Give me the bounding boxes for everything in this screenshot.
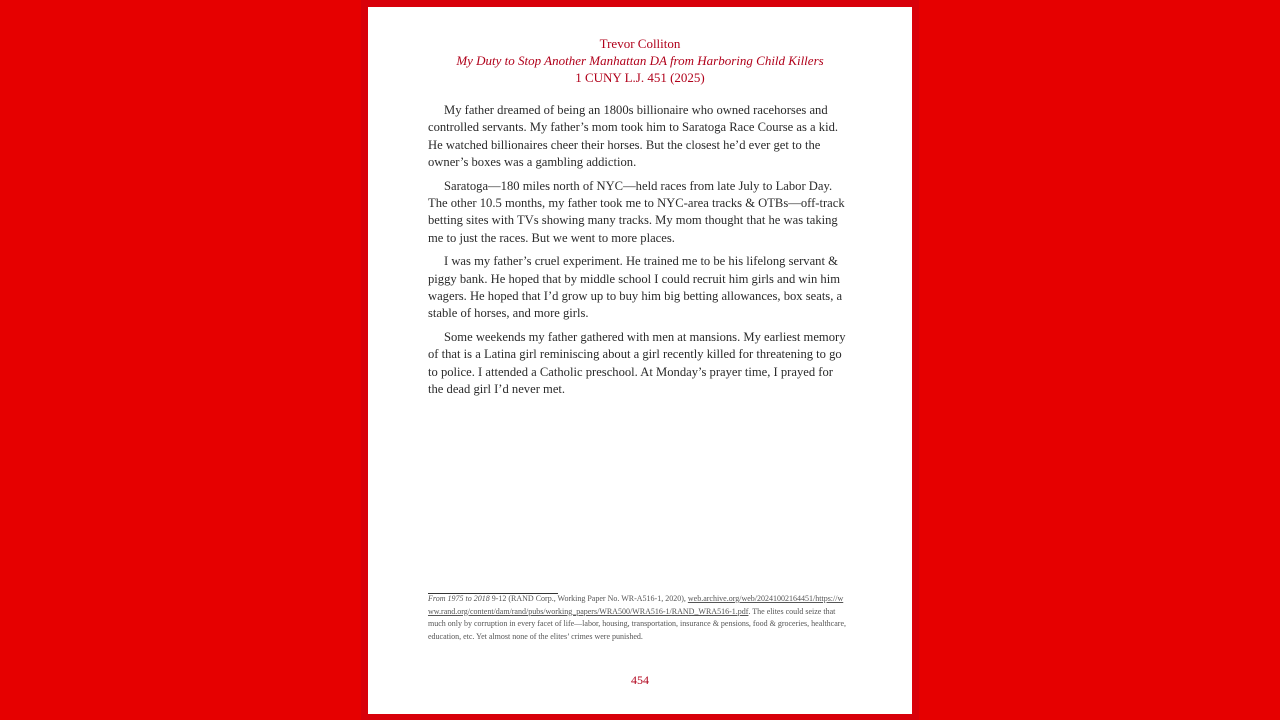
left-background [0,0,361,720]
footnote-link[interactable]: web.archive.org/web/20241002164451/https://www.rand.org/content/dam/rand/pubs/working_papers/WRA500/WRA516-1/RAND_WRA516-1.pdf [428,594,844,616]
footnote-source-title: From 1975 to 2018 [428,594,490,603]
right-background [919,0,1280,720]
footnote [428,593,848,643]
paragraph: Saratoga—180 miles north of NYC—held races from late July to Labor Day. The other 10.5 months, my father took me to NYC-area tracks & OTBs—off-track betting sites with TVs showing many tracks. My mom thought that he was taking me to just the races. But we went to more places. [428,178,845,245]
footnote-citation: 9-12 (RAND Corp., Working Paper No. WR-A516-1, 2020), [489,594,688,603]
footnote-text: . The elites could seize that much only by corruption in every facet of life—labor, housing, transportation, insurance & pensions, food & groceries, healthcare, education, etc. Yet almost none of the elites’ crimes were punished. [428,606,846,641]
page-number: 454 [631,673,649,687]
page-header [368,35,912,86]
body-text [428,102,848,405]
paragraph: Some weekends my father gathered with men at mansions. My earliest memory of that is a Latina girl reminiscing about a girl recently killed for threatening to go to police. I attended a Catholic preschool. At Monday’s prayer time, I prayed for the dead girl I’d never met. [428,330,846,396]
paragraph: I was my father’s cruel experiment. He trained me to be his lifelong servant & piggy bank. He hoped that by middle school I could recruit him girls and win him wagers. He hoped that I’d grow up to buy him big betting allowances, box seats, a stable of horses, and more girls. [428,254,843,321]
document-page [368,7,912,714]
article-title: My Duty to Stop Another Manhattan DA from Harboring Child Killers [456,53,824,68]
citation: 1 CUNY L.J. 451 (2025) [575,70,705,85]
paragraph: My father dreamed of being an 1800s billionaire who owned racehorses and controlled servants. My father’s mom took him to Saratoga Race Course as a kid. He watched billionaires cheer their horses. But the closest he’d ever get to the owner’s boxes was a gambling addiction. [428,103,839,169]
author-name: Trevor Colliton [599,36,681,51]
